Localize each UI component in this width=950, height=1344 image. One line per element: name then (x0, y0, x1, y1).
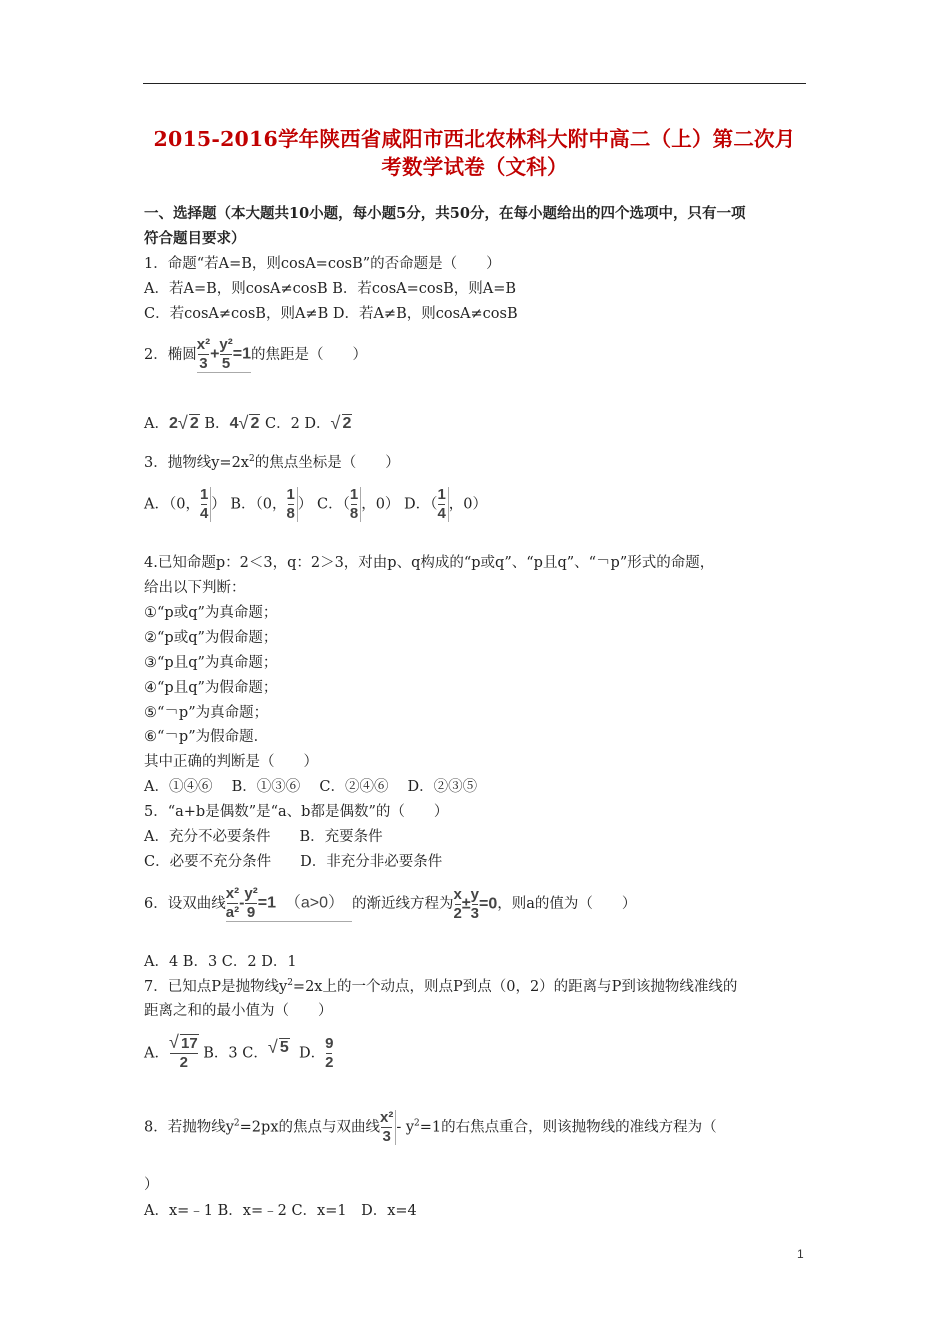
q6-prefix: 6．设双曲线 (144, 896, 226, 912)
frac-den: 9 (246, 904, 256, 921)
q4-item-2: ②“p或q”为假命题； (144, 630, 278, 646)
sqrt: √ 2 (238, 413, 260, 433)
frac-num: x² (225, 885, 240, 902)
q4-item-3: ③“p且q”为真命题； (144, 655, 278, 671)
q4-stem-line2: 给出以下判断： (144, 580, 246, 596)
q8-stem-pre: 8．若抛物线y (144, 1119, 234, 1136)
frac-num: 1 (199, 486, 209, 503)
sqrt: √ 2 (330, 413, 352, 433)
coef: 2 (168, 415, 178, 432)
q5-stem: 5．“a+b是偶数”是“a、b都是偶数”的（ ） (144, 804, 449, 820)
q2-a-label: A． (144, 416, 169, 432)
q7-stem-pre: 7．已知点P是抛物线y (144, 979, 288, 995)
frac-den: 3 (382, 1128, 391, 1145)
q7-stem-line2: 距离之和的最小值为（ ） (144, 1003, 333, 1019)
q3-c-close: ，0） (361, 496, 400, 513)
q4-options: A．①④⑥ B．①③⑥ C．②④⑥ D．②③⑤ (144, 779, 478, 795)
q8-stem-mid2: - y (396, 1119, 415, 1136)
q8-stem-post: =1的右焦点重合，则该抛物线的准线方程为（ (419, 1119, 717, 1136)
asymptote-equation (454, 887, 498, 922)
q4-ask: 其中正确的判断是（ ） (144, 754, 318, 770)
frac-x2-3 (197, 337, 210, 372)
q3-b-frac (287, 487, 298, 522)
frac-den: 8 (286, 505, 295, 522)
q4-item-6: ⑥“￢p”为假命题． (144, 729, 269, 745)
q4-item-4: ④“p且q”为假命题； (144, 680, 278, 696)
frac-y2-5 (219, 337, 232, 372)
equals-one: =1 (257, 894, 276, 912)
q3-d-frac (437, 487, 448, 522)
frac-den: 3 (470, 904, 480, 922)
q2-b-value (230, 415, 261, 433)
equals-one: =1 (232, 345, 252, 363)
q3-stem-post: 的焦点坐标是（ ） (254, 455, 400, 471)
sqrt: √ 5 (267, 1036, 289, 1057)
sqrt: √ 17 (168, 1032, 198, 1052)
q2-b-label: B． (204, 416, 230, 432)
coef: 4 (229, 415, 239, 432)
frac-num: x² (380, 1109, 394, 1126)
q2-stem (144, 337, 367, 373)
q3-a-label: A．（0， (144, 496, 200, 513)
q3-stem (144, 451, 400, 472)
q3-options (144, 487, 487, 522)
q3-a-frac (200, 487, 211, 522)
page-number: 1 (797, 1247, 804, 1261)
frac-num: y (470, 885, 480, 903)
frac-den: 4 (437, 505, 446, 522)
q3-stem-pre: 3．抛物线y=2x (144, 455, 249, 471)
q4-stem-line1: 4.已知命题p：2＜3，q：2＞3，对由p、q构成的“p或q”、“p且q”、“￢p”形式的命题， (144, 555, 715, 571)
q1-stem: 1．命题“若A=B，则cosA=cosB”的否命题是（ ） (144, 256, 501, 272)
q8-options: A．x=﹣1 B．x=﹣2 C．x=1 D．x=4 (144, 1203, 417, 1219)
frac-num: 1 (349, 486, 359, 503)
frac-num (168, 1032, 199, 1052)
q6-suffix: ，则a的值为（ ） (497, 896, 637, 912)
frac-num: 1 (286, 486, 295, 503)
q7-bc-label: B．3 C． (203, 1045, 268, 1062)
q3-b-close: ） (297, 496, 313, 513)
q7-c-value (267, 1036, 290, 1057)
q3-sup: 2 (248, 454, 255, 464)
radicand: 5 (279, 1038, 289, 1056)
frac-num: x (453, 885, 462, 903)
radicand: 2 (189, 415, 199, 432)
section-header-line2: 符合题目要求） (144, 230, 246, 247)
q4-item-5: ⑤“￢p”为真命题； (144, 705, 269, 721)
minus-sign: - (239, 894, 245, 912)
q7-d-label: D． (299, 1045, 326, 1062)
section-header-line1: 一、选择题（本大题共10小题，每小题5分，共50分，在每小题给出的四个选项中，只有一项 (144, 205, 746, 222)
q2-cd-label: C．2 D． (264, 416, 331, 432)
frac-den: a² (225, 904, 240, 921)
q8-frac-x2-3 (380, 1110, 396, 1145)
q1-options-ab: A．若A=B，则cosA≠cosB B．若cosA=cosB，则A=B (144, 281, 517, 297)
q2-prefix: 2．椭圆 (144, 347, 197, 363)
q7-options (144, 1032, 334, 1071)
q1-options-cd: C．若cosA≠cosB，则A≠B D．若A≠B，则cosA≠cosB (144, 306, 518, 322)
q7-stem-post: =2x上的一个动点，则点P到点（0，2）的距离与P到该抛物线准线的 (292, 979, 738, 995)
q3-b-label: B．（0， (230, 496, 287, 513)
q7-stem-line1 (144, 975, 737, 996)
radicand: 2 (250, 415, 260, 432)
q8-stem-mid: =2px的焦点与双曲线 (239, 1119, 380, 1136)
frac-den: 2 (325, 1054, 334, 1071)
q6-mid: 的渐近线方程为 (352, 896, 454, 912)
frac-den: 8 (349, 505, 359, 522)
frac-den: 5 (221, 355, 231, 372)
q3-a-close: ） (211, 496, 226, 513)
frac-y-3 (471, 887, 479, 922)
plus-sign: + (210, 345, 220, 363)
q5-options-ab: A．充分不必要条件 B．充要条件 (144, 829, 383, 845)
q2-suffix: 的焦距是（ ） (251, 347, 368, 363)
q7-sup: 2 (287, 978, 293, 988)
q3-d-label: D．（ (404, 496, 438, 513)
equals-zero: =0 (479, 895, 498, 913)
frac-num: 9 (325, 1035, 334, 1052)
q3-c-label: C．（ (317, 496, 350, 513)
q5-options-cd: C．必要不充分条件 D．非充分非必要条件 (144, 854, 443, 870)
q6-stem (144, 886, 636, 922)
frac-den: 2 (179, 1054, 188, 1071)
q8-close-paren: ） (144, 1177, 159, 1193)
hyperbola-equation (226, 886, 352, 922)
q6-options: A．4 B．3 C．2 D．1 (144, 954, 297, 970)
q4-item-1: ①“p或q”为真命题； (144, 605, 278, 621)
radicand: 2 (342, 415, 352, 432)
frac-den: 2 (453, 904, 462, 922)
frac-num: y² (219, 336, 233, 353)
frac-den: 4 (199, 505, 209, 522)
q2-options (144, 412, 352, 433)
ellipse-equation (197, 337, 251, 373)
q7-a-label: A． (144, 1045, 169, 1062)
q3-d-close: ，0） (448, 496, 488, 513)
plus-minus: ± (461, 895, 471, 913)
frac-den: 3 (199, 355, 208, 372)
frac-num: y² (244, 885, 258, 902)
q7-a-frac (168, 1032, 199, 1071)
q2-d-value (331, 415, 353, 433)
document-title-line2: 考数学试卷（文科） (381, 155, 568, 179)
q8-sup: 2 (233, 1118, 240, 1129)
radicand: 17 (180, 1035, 198, 1052)
q8-stem (144, 1110, 717, 1145)
frac-num: x² (196, 336, 211, 353)
sqrt: √ 2 (177, 413, 199, 433)
frac-num: 1 (437, 486, 446, 503)
frac-x-2 (454, 887, 462, 922)
frac-x2-a2 (226, 886, 239, 921)
q2-a-value (169, 415, 200, 433)
frac-y2-9 (244, 886, 257, 921)
q7-d-frac (325, 1036, 333, 1071)
header-rule (143, 83, 806, 84)
condition: （a>0） (284, 894, 345, 912)
q3-c-frac (350, 487, 361, 522)
q8-sup2: 2 (414, 1118, 420, 1129)
document-title-line1: 2015-2016学年陕西省咸阳市西北农林科大附中高二（上）第二次月 (153, 127, 796, 151)
